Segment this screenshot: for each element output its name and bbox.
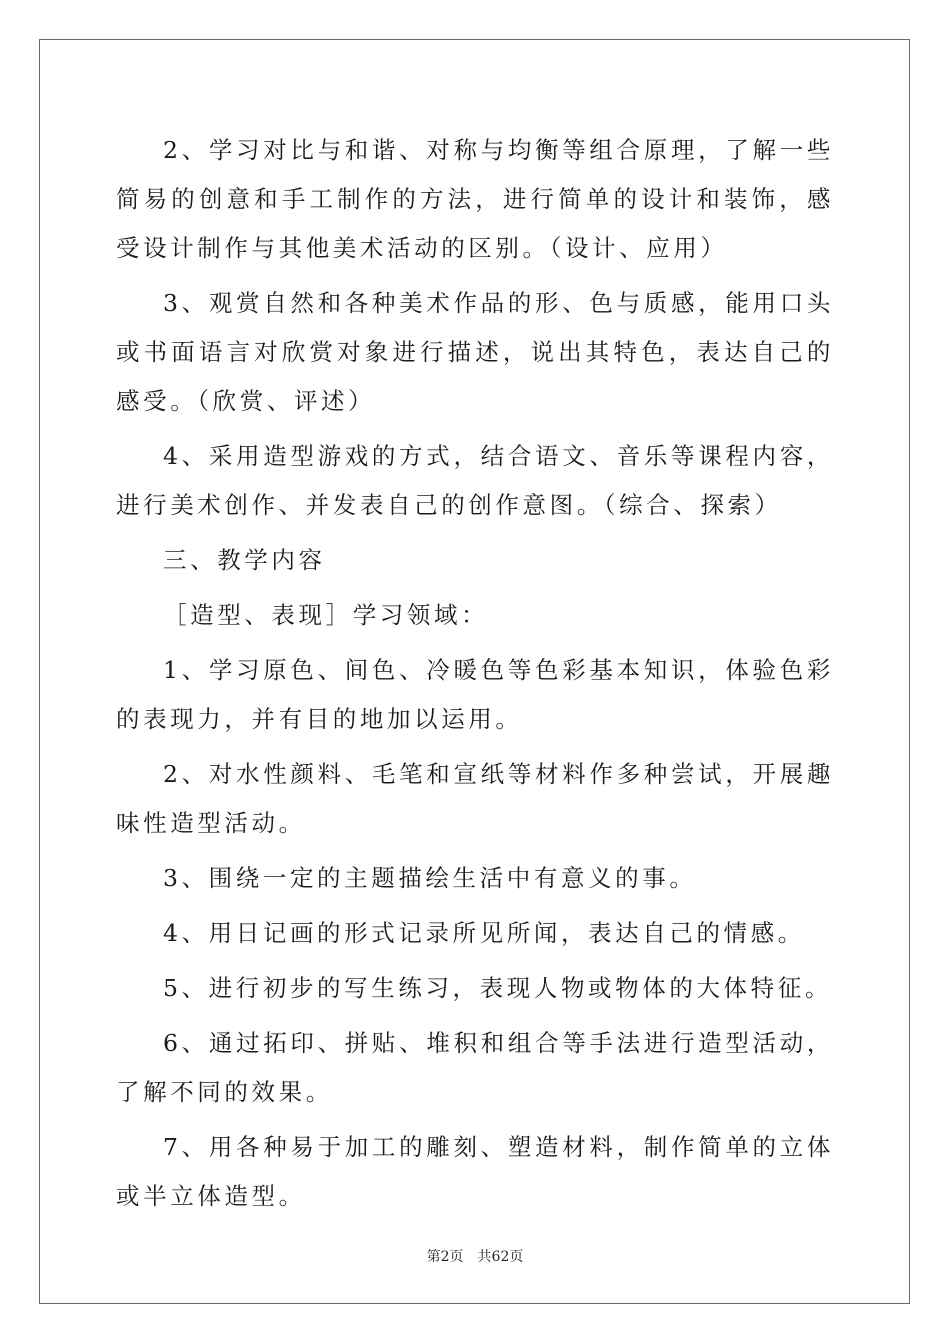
subsection-heading: ［造型、表现］学习领域： — [163, 601, 489, 629]
document-body — [116, 126, 834, 1227]
paragraph: 1、学习原色、间色、冷暖色等色彩基本知识，体验色彩的表现力，并有目的地加以运用。 — [116, 656, 834, 733]
paragraph: 4、采用造型游戏的方式，结合语文、音乐等课程内容，进行美术创作、并发表自己的创作意图。（综合、探索） — [116, 442, 834, 519]
paragraph: 6、通过拓印、拼贴、堆积和组合等手法进行造型活动，了解不同的效果。 — [116, 1029, 834, 1106]
section-heading: 三、教学内容 — [163, 546, 326, 574]
paragraph: 2、对水性颜料、毛笔和宣纸等材料作多种尝试，开展趣味性造型活动。 — [116, 760, 834, 837]
paragraph: 3、观赏自然和各种美术作品的形、色与质感，能用口头或书面语言对欣赏对象进行描述，说出其特色，表达自己的感受。（欣赏、评述） — [116, 289, 834, 415]
paragraph: 4、用日记画的形式记录所见所闻，表达自己的情感。 — [163, 919, 805, 947]
paragraph: 5、进行初步的写生练习，表现人物或物体的大体特征。 — [163, 974, 832, 1002]
paragraph: 7、用各种易于加工的雕刻、塑造材料，制作简单的立体或半立体造型。 — [116, 1133, 834, 1210]
page-total: 共62页 — [477, 1249, 524, 1265]
paragraph: 3、围绕一定的主题描绘生活中有意义的事。 — [163, 864, 697, 892]
paragraph: 2、学习对比与和谐、对称与均衡等组合原理，了解一些简易的创意和手工制作的方法，进行简单的设计和装饰，感受设计制作与其他美术活动的区别。（设计、应用） — [116, 136, 834, 262]
page-number: 第2页 — [426, 1249, 464, 1265]
page-footer — [0, 1246, 950, 1266]
